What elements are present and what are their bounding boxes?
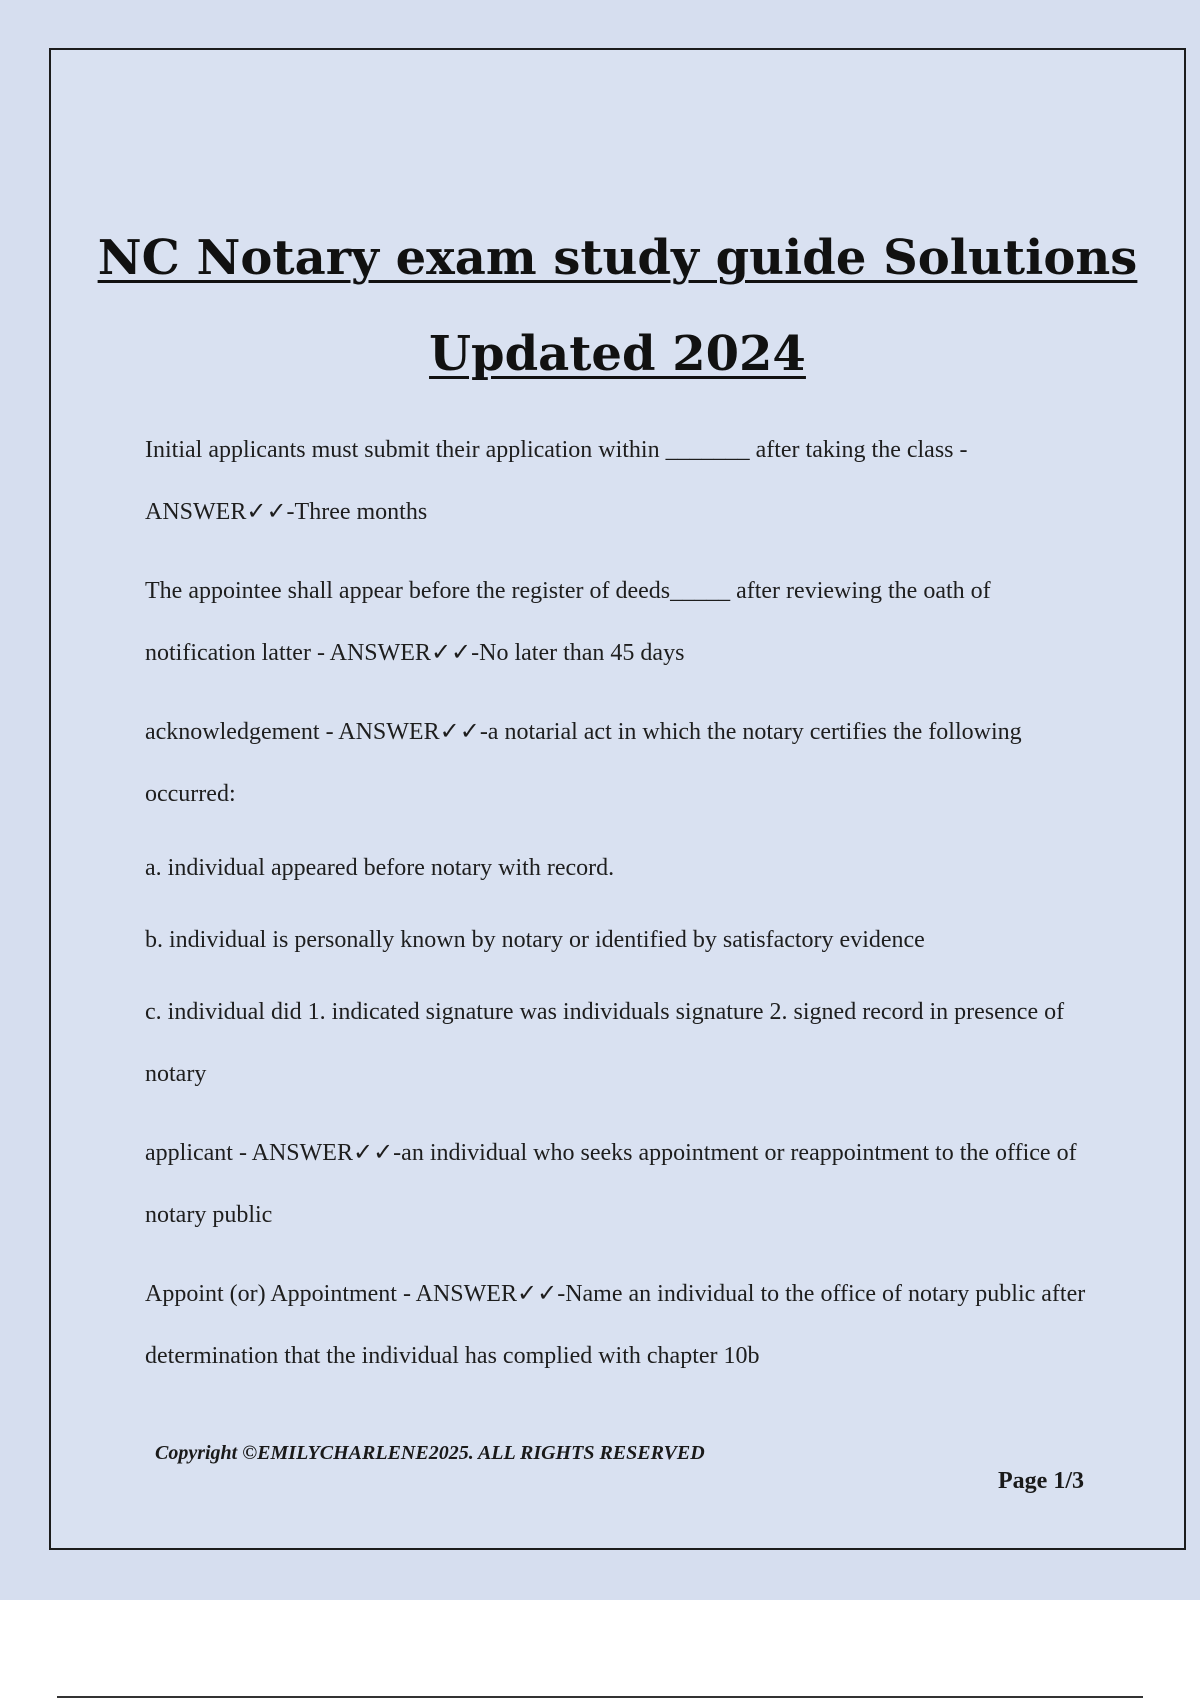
copyright-notice: Copyright ©EMILYCHARLENE2025. ALL RIGHTS RESERVED	[155, 1442, 705, 1464]
list-item-c: c. individual did 1. indicated signature was individuals signature 2. signed record in presence of notary	[145, 999, 1065, 1087]
title-line-1: NC Notary exam study guide Solutions	[97, 230, 1138, 286]
document-title	[51, 210, 1184, 402]
qa-entry-register-of-deeds: The appointee shall appear before the register of deeds_____ after reviewing the oath of notification latter - ANSWER✓✓-No later than 45 days	[145, 578, 991, 666]
document-body	[145, 419, 1095, 1387]
qa-entry-appointment: Appoint (or) Appointment - ANSWER✓✓-Name an individual to the office of notary public after determination that the individual has complied with chapter 10b	[145, 1281, 1086, 1369]
qa-entry-applicant: applicant - ANSWER✓✓-an individual who seeks appointment or reappointment to the office of notary public	[145, 1140, 1077, 1228]
page-number: Page 1/3	[998, 1468, 1084, 1494]
divider-line	[57, 1696, 1143, 1698]
title-line-2: Updated 2024	[429, 326, 806, 382]
list-item-a: a. individual appeared before notary with record.	[145, 855, 615, 881]
qa-entry-initial-applicants: Initial applicants must submit their application within _______ after taking the class - ANSWER✓✓-Three months	[145, 437, 968, 525]
list-item-b: b. individual is personally known by notary or identified by satisfactory evidence	[145, 927, 925, 953]
qa-entry-acknowledgement: acknowledgement - ANSWER✓✓-a notarial act in which the notary certifies the following occurred:	[145, 719, 1022, 807]
